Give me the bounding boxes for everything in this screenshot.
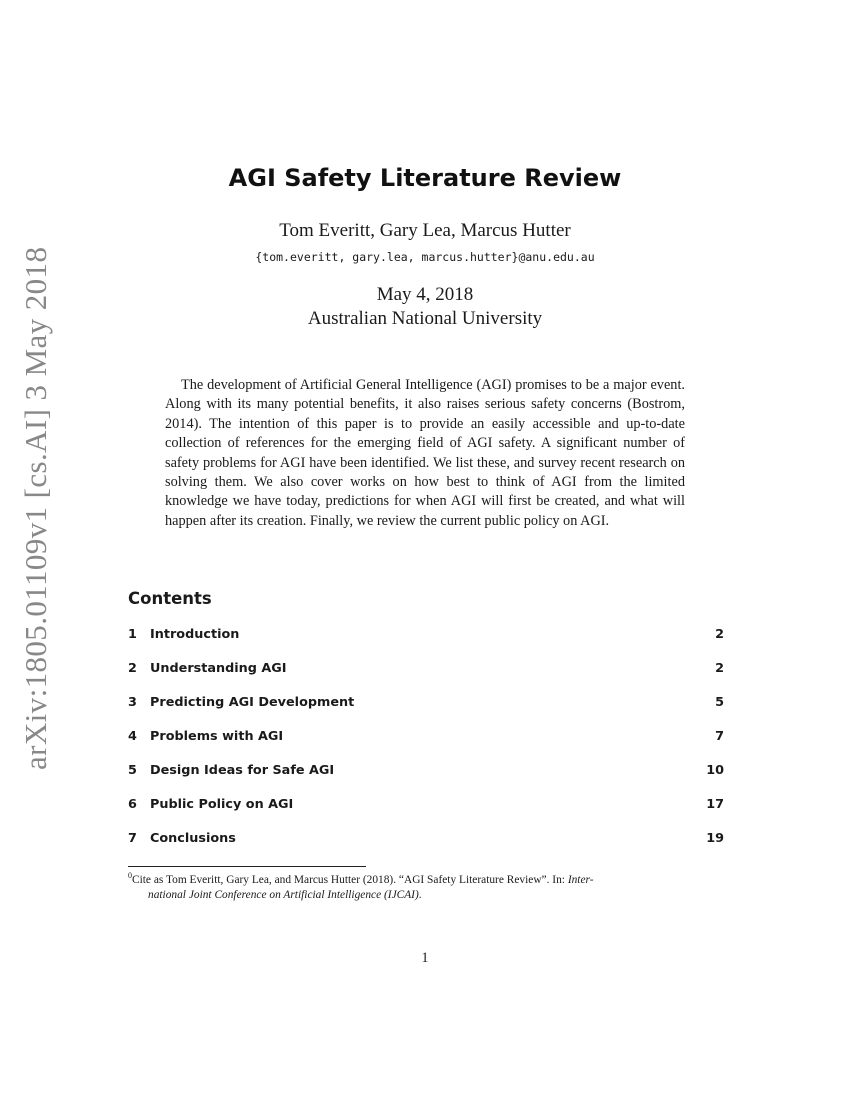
toc-entry-title[interactable]: Design Ideas for Safe AGI [150, 763, 335, 778]
toc-entry-conclusions[interactable] [128, 829, 724, 863]
author-emails: {tom.everitt, gary.lea, marcus.hutter}@anu.edu.au [255, 250, 595, 264]
toc-entry-page[interactable]: 2 [715, 627, 724, 642]
toc-entry-problems-with-agi[interactable] [128, 727, 724, 761]
footnote-divider [128, 866, 366, 867]
toc-entry-title[interactable]: Introduction [150, 627, 240, 642]
toc-entry-page[interactable]: 17 [706, 797, 724, 812]
toc-entry-design-ideas[interactable] [128, 761, 724, 795]
author-list: Tom Everitt, Gary Lea, Marcus Hutter [279, 220, 571, 241]
toc-entry-number: 2 [128, 661, 137, 676]
paper-title: AGI Safety Literature Review [228, 164, 622, 192]
toc-entry-title[interactable]: Public Policy on AGI [150, 797, 294, 812]
institution: Australian National University [307, 308, 543, 329]
toc-entry-title[interactable]: Conclusions [150, 831, 236, 846]
paper-date: May 4, 2018 [376, 284, 474, 305]
toc-entry-introduction[interactable] [128, 625, 724, 659]
toc-entry-page[interactable]: 7 [715, 729, 724, 744]
toc-entry-page[interactable]: 10 [706, 763, 724, 778]
table-of-contents [128, 625, 724, 863]
toc-entry-title[interactable]: Predicting AGI Development [150, 695, 355, 710]
arxiv-identifier: arXiv:1805.01109v1 [cs.AI] 3 May 2018 [18, 246, 53, 770]
contents-heading: Contents [128, 589, 212, 608]
toc-entry-number: 3 [128, 695, 137, 710]
toc-entry-title[interactable]: Problems with AGI [150, 729, 284, 744]
toc-entry-predicting-agi-development[interactable] [128, 693, 724, 727]
toc-entry-number: 1 [128, 627, 137, 642]
toc-entry-number: 5 [128, 763, 137, 778]
footnote-marker: 0 [128, 871, 132, 880]
abstract: The development of Artificial General Intelligence (AGI) promises to be a major event. Along with its many potential benefits, it also raises serious safety concerns (Bostrom, 2014). The intention of this paper is to provide an easily accessible and up-to-date collection of references for the emerging field of AGI safety. A significant number of safety problems for AGI have been identified. We list these, and survey recent research on solving them. We also cover works on how best to think of AGI from the limited knowledge we have today, predictions for when AGI will first be created, and what will happen after its creation. Finally, we review the current public policy on AGI. [165, 377, 685, 529]
page-number: 1 [421, 950, 429, 966]
toc-entry-page[interactable]: 19 [706, 831, 724, 846]
toc-entry-understanding-agi[interactable] [128, 659, 724, 693]
toc-entry-number: 4 [128, 729, 137, 744]
footnote-venue-rest: national Joint Conference on Artificial Intelligence (IJCAI) [148, 888, 419, 901]
toc-entry-page[interactable]: 2 [715, 661, 724, 676]
toc-entry-title[interactable]: Understanding AGI [150, 661, 287, 676]
toc-entry-page[interactable]: 5 [715, 695, 724, 710]
citation-footnote [128, 868, 724, 903]
toc-entry-number: 7 [128, 831, 137, 846]
toc-entry-number: 6 [128, 797, 137, 812]
footnote-venue-start: Inter- [567, 873, 594, 886]
footnote-end: . [418, 888, 422, 901]
footnote-text: Cite as Tom Everitt, Gary Lea, and Marcus Hutter (2018). “AGI Safety Literature Review”. In: [132, 873, 568, 886]
toc-entry-public-policy[interactable] [128, 795, 724, 829]
